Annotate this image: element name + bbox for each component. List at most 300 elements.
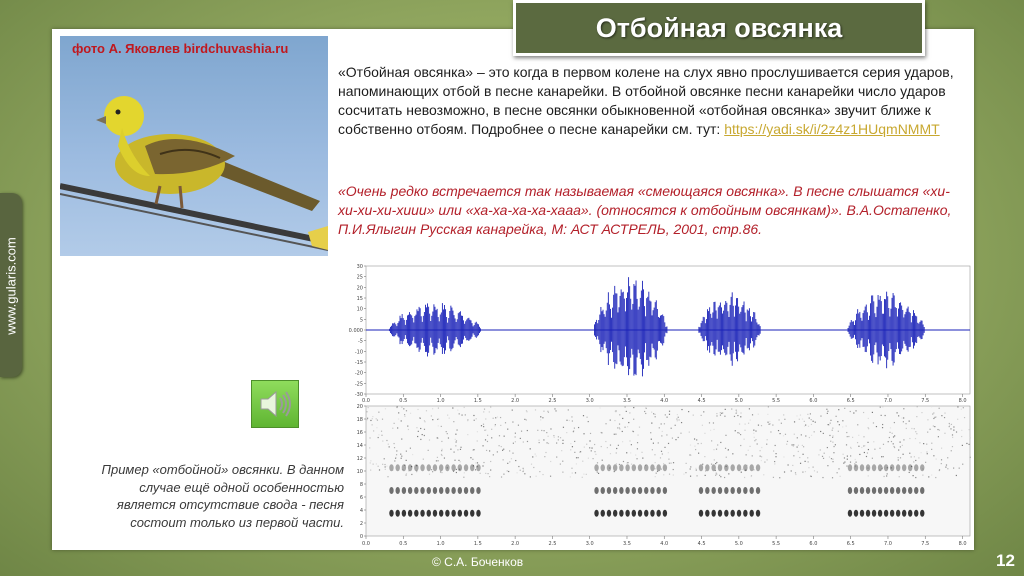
spectrogram-noise-dot — [480, 473, 481, 474]
spectrogram-noise-dot — [486, 450, 487, 451]
spectrogram-noise-dot — [523, 469, 524, 470]
spectrogram-noise-dot — [554, 437, 555, 438]
spectrogram-noise-dot — [665, 414, 666, 415]
spectrogram-noise-dot — [583, 474, 584, 475]
spectrogram-noise-dot — [767, 422, 768, 423]
spectrogram-noise-dot — [630, 452, 631, 453]
spectrogram-syllable — [632, 464, 636, 471]
spectrogram-noise-dot — [570, 476, 571, 477]
spectrogram-noise-dot — [511, 458, 512, 459]
spectrogram-noise-dot — [941, 459, 942, 460]
spectrogram-noise-dot — [838, 431, 839, 432]
spectrogram-noise-dot — [515, 436, 516, 437]
spectrogram-noise-dot — [464, 407, 465, 408]
spectrogram-noise-dot — [507, 463, 508, 464]
spectrogram-noise-dot — [744, 439, 745, 440]
spectrogram-y-tick-label: 18 — [356, 417, 363, 423]
spectrogram-syllable — [420, 464, 424, 471]
spectrogram-noise-dot — [562, 443, 563, 444]
spectrogram-x-tick-label: 0.5 — [399, 541, 408, 547]
spectrogram-noise-dot — [495, 424, 496, 425]
spectrogram-noise-dot — [481, 425, 482, 426]
spectrogram-noise-dot — [589, 440, 590, 441]
spectrogram-noise-dot — [669, 411, 670, 412]
spectrogram-syllable — [908, 510, 912, 517]
spectrogram-noise-dot — [505, 422, 506, 423]
spectrogram-noise-dot — [460, 461, 461, 462]
spectrogram-noise-dot — [455, 445, 456, 446]
spectrogram-noise-dot — [757, 443, 758, 444]
spectrogram-noise-dot — [575, 472, 576, 473]
spectrogram-noise-dot — [800, 414, 801, 415]
spectrogram-noise-dot — [741, 472, 742, 473]
spectrogram-noise-dot — [784, 471, 785, 472]
spectrogram-noise-dot — [586, 417, 587, 418]
spectrogram-syllable — [476, 487, 480, 494]
spectrogram-noise-dot — [503, 459, 504, 460]
spectrogram-noise-dot — [868, 449, 869, 450]
spectrogram-noise-dot — [503, 474, 504, 475]
spectrogram-noise-dot — [398, 412, 399, 413]
spectrogram-noise-dot — [832, 461, 833, 462]
spectrogram-syllable — [890, 487, 894, 494]
spectrogram-noise-dot — [394, 460, 395, 461]
spectrogram-syllable — [607, 464, 611, 471]
spectrogram-noise-dot — [588, 421, 589, 422]
spectrogram-noise-dot — [548, 443, 549, 444]
spectrogram-syllable — [650, 464, 654, 471]
spectrogram-syllable — [705, 510, 709, 517]
spectrogram-noise-dot — [808, 426, 809, 427]
spectrogram-noise-dot — [690, 444, 691, 445]
spectrogram-y-tick-label: 14 — [356, 443, 363, 449]
spectrogram-noise-dot — [876, 426, 877, 427]
spectrogram-noise-dot — [752, 414, 753, 415]
spectrogram-noise-dot — [570, 449, 571, 450]
spectrogram-noise-dot — [625, 406, 626, 407]
spectrogram-noise-dot — [751, 475, 752, 476]
spectrogram-noise-dot — [813, 421, 814, 422]
spectrogram-syllable — [902, 464, 906, 471]
spectrogram-noise-dot — [610, 419, 611, 420]
spectrogram-syllable — [650, 487, 654, 494]
waveform-y-tick-label: -30 — [354, 392, 363, 398]
spectrogram-noise-dot — [458, 460, 459, 461]
spectrogram-noise-dot — [892, 433, 893, 434]
spectrogram-syllable — [750, 487, 754, 494]
spectrogram-noise-dot — [631, 464, 632, 465]
spectrogram-noise-dot — [853, 412, 854, 413]
spectrogram-noise-dot — [438, 418, 439, 419]
spectrogram-noise-dot — [753, 430, 754, 431]
spectrogram-noise-dot — [911, 456, 912, 457]
spectrogram-noise-dot — [385, 469, 386, 470]
spectrogram-noise-dot — [560, 437, 561, 438]
spectrogram-noise-dot — [483, 424, 484, 425]
spectrogram-noise-dot — [808, 467, 809, 468]
spectrogram-noise-dot — [866, 456, 867, 457]
spectrogram-noise-dot — [705, 475, 706, 476]
spectrogram-noise-dot — [401, 456, 402, 457]
spectrogram-noise-dot — [792, 444, 793, 445]
spectrogram-noise-dot — [823, 458, 824, 459]
spectrogram-noise-dot — [461, 414, 462, 415]
spectrogram-noise-dot — [497, 451, 498, 452]
spectrogram-noise-dot — [889, 432, 890, 433]
spectrogram-noise-dot — [939, 408, 940, 409]
spectrogram-syllable — [878, 487, 882, 494]
spectrogram-noise-dot — [810, 476, 811, 477]
spectrogram-noise-dot — [725, 435, 726, 436]
spectrogram-noise-dot — [447, 433, 448, 434]
spectrogram-syllable — [420, 510, 424, 517]
spectrogram-noise-dot — [670, 463, 671, 464]
spectrogram-noise-dot — [931, 474, 932, 475]
waveform-x-tick-label: 1.5 — [473, 398, 482, 404]
spectrogram-noise-dot — [424, 429, 425, 430]
spectrogram-noise-dot — [855, 410, 856, 411]
spectrogram-noise-dot — [394, 447, 395, 448]
spectrogram-syllable — [402, 510, 406, 517]
spectrogram-noise-dot — [915, 477, 916, 478]
spectrogram-noise-dot — [533, 467, 534, 468]
spectrogram-noise-dot — [396, 450, 397, 451]
spectrogram-noise-dot — [740, 445, 741, 446]
spectrogram-noise-dot — [827, 447, 828, 448]
spectrogram-syllable — [878, 464, 882, 471]
spectrogram-noise-dot — [669, 414, 670, 415]
spectrogram-y-tick-label: 10 — [356, 469, 363, 475]
spectrogram-noise-dot — [572, 420, 573, 421]
spectrogram-syllable — [389, 510, 393, 517]
spectrogram-noise-dot — [842, 454, 843, 455]
spectrogram-syllable — [896, 510, 900, 517]
spectrogram-noise-dot — [661, 423, 662, 424]
spectrogram-noise-dot — [537, 430, 538, 431]
spectrogram-noise-dot — [637, 434, 638, 435]
spectrogram-noise-dot — [802, 418, 803, 419]
spectrogram-noise-dot — [844, 457, 845, 458]
spectrogram-noise-dot — [515, 441, 516, 442]
spectrogram-noise-dot — [922, 475, 923, 476]
spectrogram-noise-dot — [509, 450, 510, 451]
spectrogram-noise-dot — [465, 414, 466, 415]
spectrogram-noise-dot — [607, 447, 608, 448]
spectrogram-noise-dot — [952, 446, 953, 447]
spectrogram-noise-dot — [393, 443, 394, 444]
spectrogram-noise-dot — [916, 416, 917, 417]
spectrogram-syllable — [594, 487, 598, 494]
spectrogram-syllable — [884, 464, 888, 471]
spectrogram-noise-dot — [651, 439, 652, 440]
spectrogram-noise-dot — [403, 408, 404, 409]
spectrogram-noise-dot — [829, 435, 830, 436]
spectrogram-noise-dot — [540, 416, 541, 417]
spectrogram-syllable — [458, 510, 462, 517]
spectrogram-noise-dot — [818, 454, 819, 455]
spectrogram-noise-dot — [917, 406, 918, 407]
spectrogram-x-tick-label: 1.0 — [436, 541, 445, 547]
spectrogram-noise-dot — [569, 420, 570, 421]
spectrogram-syllable — [656, 510, 660, 517]
spectrogram-noise-dot — [487, 441, 488, 442]
spectrogram-noise-dot — [872, 458, 873, 459]
spectrogram-noise-dot — [945, 467, 946, 468]
spectrogram-noise-dot — [507, 429, 508, 430]
spectrogram-noise-dot — [744, 477, 745, 478]
spectrogram-noise-dot — [553, 435, 554, 436]
spectrogram-noise-dot — [779, 433, 780, 434]
spectrogram-noise-dot — [915, 438, 916, 439]
spectrogram-noise-dot — [787, 464, 788, 465]
spectrogram-x-tick-label: 4.0 — [660, 541, 669, 547]
spectrogram-noise-dot — [477, 462, 478, 463]
spectrogram-noise-dot — [944, 433, 945, 434]
spectrogram-noise-dot — [420, 428, 421, 429]
spectrogram-noise-dot — [827, 413, 828, 414]
spectrogram-noise-dot — [810, 413, 811, 414]
spectrogram-noise-dot — [858, 435, 859, 436]
spectrogram-syllable — [613, 487, 617, 494]
spectrogram-noise-dot — [680, 433, 681, 434]
spectrogram-noise-dot — [483, 426, 484, 427]
spectrogram-noise-dot — [624, 427, 625, 428]
spectrogram-syllable — [464, 464, 468, 471]
spectrogram-noise-dot — [561, 450, 562, 451]
yadisk-link[interactable]: https://yadi.sk/i/2z4z1HUqmNMMT — [724, 121, 940, 137]
spectrogram-noise-dot — [411, 474, 412, 475]
spectrogram-noise-dot — [490, 469, 491, 470]
spectrogram-noise-dot — [392, 428, 393, 429]
spectrogram-noise-dot — [740, 434, 741, 435]
spectrogram-noise-dot — [822, 477, 823, 478]
spectrogram-noise-dot — [452, 407, 453, 408]
spectrogram-noise-dot — [484, 409, 485, 410]
spectrogram-noise-dot — [969, 429, 970, 430]
spectrogram-noise-dot — [512, 421, 513, 422]
spectrogram-noise-dot — [713, 429, 714, 430]
spectrogram-syllable — [619, 487, 623, 494]
spectrogram-noise-dot — [385, 408, 386, 409]
spectrogram-noise-dot — [543, 411, 544, 412]
spectrogram-noise-dot — [843, 463, 844, 464]
spectrogram-noise-dot — [690, 468, 691, 469]
spectrogram-noise-dot — [661, 469, 662, 470]
spectrogram-noise-dot — [592, 458, 593, 459]
spectrogram-noise-dot — [457, 410, 458, 411]
spectrogram-noise-dot — [736, 410, 737, 411]
spectrogram-noise-dot — [418, 431, 419, 432]
footer-author: © С.А. Боченков — [432, 555, 524, 569]
spectrogram-syllable — [395, 487, 399, 494]
spectrogram-noise-dot — [793, 444, 794, 445]
spectrogram-noise-dot — [798, 445, 799, 446]
spectrogram-syllable — [607, 510, 611, 517]
spectrogram-noise-dot — [610, 444, 611, 445]
spectrogram-noise-dot — [846, 432, 847, 433]
spectrogram-noise-dot — [946, 464, 947, 465]
spectrogram-noise-dot — [370, 462, 371, 463]
spectrogram-noise-dot — [711, 464, 712, 465]
spectrogram-syllable — [872, 464, 876, 471]
spectrogram-noise-dot — [693, 415, 694, 416]
spectrogram-noise-dot — [631, 444, 632, 445]
spectrogram-noise-dot — [501, 446, 502, 447]
spectrogram-chart — [357, 404, 971, 547]
spectrogram-noise-dot — [859, 454, 860, 455]
spectrogram-noise-dot — [817, 471, 818, 472]
spectrogram-noise-dot — [909, 453, 910, 454]
spectrogram-noise-dot — [927, 419, 928, 420]
spectrogram-noise-dot — [401, 420, 402, 421]
spectrogram-syllable — [908, 487, 912, 494]
waveform-x-tick-label: 7.0 — [883, 398, 892, 404]
spectrogram-noise-dot — [755, 430, 756, 431]
spectrogram-noise-dot — [921, 452, 922, 453]
spectrogram-noise-dot — [939, 430, 940, 431]
spectrogram-noise-dot — [784, 419, 785, 420]
spectrogram-noise-dot — [811, 435, 812, 436]
spectrogram-noise-dot — [586, 474, 587, 475]
spectrogram-noise-dot — [761, 456, 762, 457]
spectrogram-syllable — [625, 487, 629, 494]
spectrogram-noise-dot — [664, 423, 665, 424]
spectrogram-noise-dot — [797, 437, 798, 438]
spectrogram-noise-dot — [809, 437, 810, 438]
spectrogram-noise-dot — [901, 417, 902, 418]
spectrogram-noise-dot — [709, 422, 710, 423]
spectrogram-syllable — [632, 510, 636, 517]
spectrogram-noise-dot — [885, 415, 886, 416]
spectrogram-noise-dot — [378, 412, 379, 413]
spectrogram-syllable — [389, 487, 393, 494]
spectrogram-syllable — [711, 487, 715, 494]
spectrogram-noise-dot — [412, 454, 413, 455]
spectrogram-syllable — [705, 487, 709, 494]
spectrogram-noise-dot — [734, 416, 735, 417]
spectrogram-noise-dot — [573, 430, 574, 431]
spectrogram-noise-dot — [650, 432, 651, 433]
spectrogram-noise-dot — [735, 430, 736, 431]
spectrogram-noise-dot — [536, 476, 537, 477]
waveform-y-tick-label: 5 — [359, 317, 363, 324]
waveform-y-tick-label: 25 — [356, 274, 363, 281]
spectrogram-noise-dot — [628, 422, 629, 423]
spectrogram-noise-dot — [949, 426, 950, 427]
spectrogram-noise-dot — [589, 447, 590, 448]
spectrogram-noise-dot — [769, 423, 770, 424]
spectrogram-y-tick-label: 6 — [359, 495, 363, 501]
spectrogram-noise-dot — [660, 457, 661, 458]
spectrogram-noise-dot — [775, 453, 776, 454]
spectrogram-noise-dot — [543, 430, 544, 431]
spectrogram-noise-dot — [513, 443, 514, 444]
sound-chart — [346, 262, 972, 548]
spectrogram-noise-dot — [898, 415, 899, 416]
spectrogram-noise-dot — [578, 457, 579, 458]
spectrogram-noise-dot — [697, 443, 698, 444]
spectrogram-syllable — [594, 464, 598, 471]
spectrogram-noise-dot — [502, 450, 503, 451]
spectrogram-noise-dot — [431, 415, 432, 416]
spectrogram-noise-dot — [755, 439, 756, 440]
spectrogram-noise-dot — [894, 422, 895, 423]
spectrogram-noise-dot — [809, 417, 810, 418]
spectrogram-noise-dot — [879, 448, 880, 449]
spectrogram-noise-dot — [389, 446, 390, 447]
spectrogram-noise-dot — [838, 468, 839, 469]
spectrogram-syllable — [860, 464, 864, 471]
spectrogram-noise-dot — [882, 424, 883, 425]
spectrogram-noise-dot — [429, 439, 430, 440]
spectrogram-syllable — [663, 487, 667, 494]
spectrogram-noise-dot — [736, 411, 737, 412]
spectrogram-noise-dot — [701, 415, 702, 416]
spectrogram-noise-dot — [689, 432, 690, 433]
spectrogram-noise-dot — [795, 472, 796, 473]
spectrogram-syllable — [848, 464, 852, 471]
spectrogram-noise-dot — [520, 438, 521, 439]
spectrogram-noise-dot — [473, 415, 474, 416]
spectrogram-noise-dot — [550, 428, 551, 429]
spectrogram-syllable — [414, 510, 418, 517]
spectrogram-syllable — [756, 487, 760, 494]
spectrogram-noise-dot — [703, 411, 704, 412]
spectrogram-noise-dot — [716, 415, 717, 416]
spectrogram-noise-dot — [489, 450, 490, 451]
spectrogram-noise-dot — [872, 412, 873, 413]
spectrogram-noise-dot — [951, 424, 952, 425]
spectrogram-noise-dot — [774, 463, 775, 464]
spectrogram-noise-dot — [857, 442, 858, 443]
waveform-y-tick-label: -25 — [354, 381, 363, 388]
spectrogram-noise-dot — [961, 409, 962, 410]
spectrogram-noise-dot — [530, 448, 531, 449]
spectrogram-noise-dot — [796, 415, 797, 416]
spectrogram-x-tick-label: 3.0 — [585, 541, 594, 547]
spectrogram-syllable — [743, 510, 747, 517]
spectrogram-noise-dot — [844, 461, 845, 462]
spectrogram-syllable — [439, 510, 443, 517]
spectrogram-noise-dot — [864, 452, 865, 453]
spectrogram-noise-dot — [968, 444, 969, 445]
spectrogram-syllable — [625, 510, 629, 517]
spectrogram-noise-dot — [929, 429, 930, 430]
bird-photo — [60, 36, 328, 256]
spectrogram-noise-dot — [622, 431, 623, 432]
spectrogram-syllable — [854, 487, 858, 494]
spectrogram-noise-dot — [711, 440, 712, 441]
spectrogram-noise-dot — [448, 437, 449, 438]
spectrogram-syllable — [476, 464, 480, 471]
waveform-x-tick-label: 1.0 — [436, 398, 445, 404]
spectrogram-noise-dot — [798, 451, 799, 452]
spectrogram-noise-dot — [858, 446, 859, 447]
spectrogram-noise-dot — [720, 412, 721, 413]
spectrogram-noise-dot — [928, 476, 929, 477]
spectrogram-noise-dot — [598, 473, 599, 474]
spectrogram-noise-dot — [761, 460, 762, 461]
spectrogram-noise-dot — [889, 437, 890, 438]
play-sound-button[interactable] — [251, 380, 299, 428]
spectrogram-noise-dot — [369, 437, 370, 438]
spectrogram-syllable — [914, 487, 918, 494]
spectrogram-noise-dot — [441, 449, 442, 450]
spectrogram-noise-dot — [932, 413, 933, 414]
spectrogram-noise-dot — [574, 452, 575, 453]
spectrogram-noise-dot — [944, 413, 945, 414]
spectrogram-noise-dot — [915, 431, 916, 432]
